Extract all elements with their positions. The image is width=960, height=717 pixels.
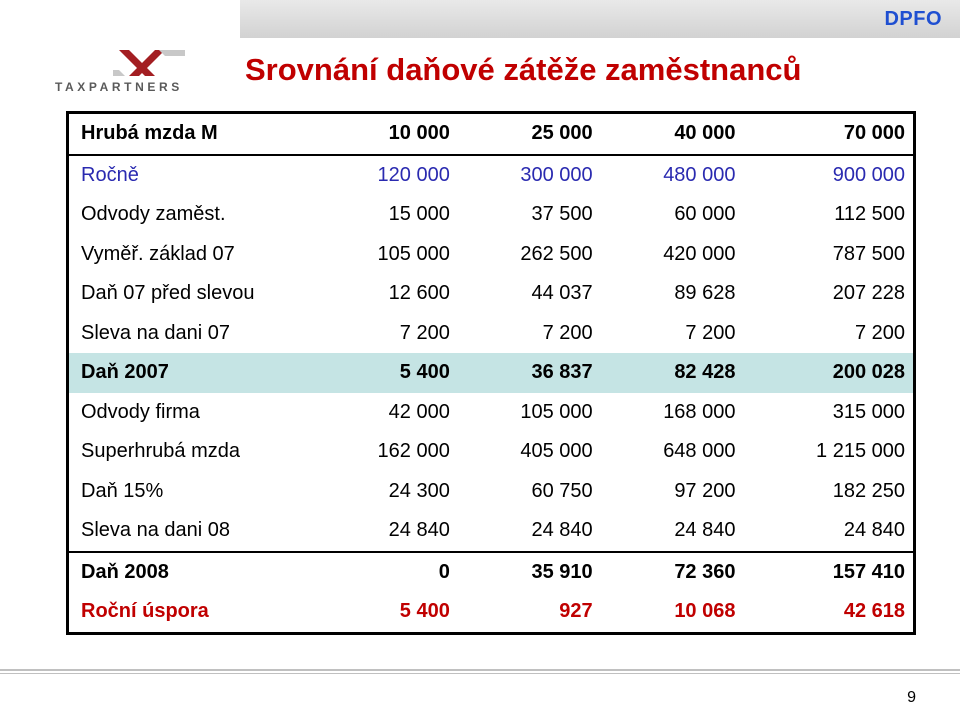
table-cell: 420 000 <box>663 242 736 265</box>
row-label: Daň 07 před slevou <box>81 282 255 305</box>
table-cell: 900 000 <box>832 163 905 186</box>
table-cell: 112 500 <box>834 203 905 226</box>
table-cell: 648 000 <box>663 440 736 463</box>
table-cell: 42 000 <box>388 400 450 423</box>
table-cell: 36 837 <box>458 353 601 393</box>
table-cell: 5 400 <box>399 600 450 623</box>
table-cell: 35 910 <box>458 552 601 593</box>
table-cell: 300 000 <box>520 163 593 186</box>
table-cell: 82 428 <box>601 353 744 393</box>
table-row-rocne <box>68 155 915 196</box>
table-row-sleva-07 <box>68 314 915 354</box>
row-label: Superhrubá mzda <box>81 440 240 463</box>
row-label: Sleva na dani 07 <box>81 321 231 344</box>
section-tag: DPFO <box>884 8 942 30</box>
table-cell: 60 750 <box>531 479 593 502</box>
row-label: Daň 15% <box>81 479 164 502</box>
table-cell: 207 228 <box>832 282 905 305</box>
table-cell: 787 500 <box>832 242 905 265</box>
table-cell: 44 037 <box>531 282 593 305</box>
table-cell: 315 000 <box>832 400 905 423</box>
table-cell: 10 068 <box>674 600 736 623</box>
table-row-dan-2008 <box>68 552 915 593</box>
table-cell: 262 500 <box>520 242 593 265</box>
table-row-dan-2007 <box>68 353 915 393</box>
table-row-rocni-uspora <box>68 592 915 633</box>
logo-mark-icon <box>55 48 190 78</box>
table-cell: 1 215 000 <box>816 440 905 463</box>
table-cell: 200 028 <box>743 353 914 393</box>
table-row-odvody-firma <box>68 393 915 433</box>
table-cell: 15 000 <box>388 203 450 226</box>
table-cell: 97 200 <box>674 479 736 502</box>
table-cell: 60 000 <box>674 203 736 226</box>
table-row-hruba-mzda <box>68 113 915 155</box>
table-cell: 105 000 <box>520 400 593 423</box>
table-cell: 162 000 <box>377 440 450 463</box>
footer-divider-thin <box>0 673 960 674</box>
page-number: 9 <box>907 689 916 706</box>
table-cell: 182 250 <box>832 479 905 502</box>
table-cell: 168 000 <box>663 400 736 423</box>
table-cell: 7 200 <box>542 321 593 344</box>
tax-comparison-table <box>66 111 916 635</box>
row-label: Odvody zaměst. <box>81 203 226 226</box>
row-label: Ročně <box>81 163 139 186</box>
table-cell: 0 <box>315 552 458 593</box>
taxpartners-logo <box>55 48 190 94</box>
row-label: Daň 2008 <box>68 552 316 593</box>
table-cell: 7 200 <box>685 321 736 344</box>
row-label: Roční úspora <box>81 600 209 623</box>
table-cell: 12 600 <box>388 282 450 305</box>
table-cell: 25 000 <box>458 113 601 155</box>
table-cell: 480 000 <box>663 163 736 186</box>
table-cell: 24 300 <box>388 479 450 502</box>
top-bar <box>240 0 960 38</box>
table-cell: 7 200 <box>399 321 450 344</box>
row-label: Sleva na dani 08 <box>81 519 231 542</box>
table-cell: 24 840 <box>388 519 450 542</box>
row-label: Hrubá mzda M <box>68 113 316 155</box>
table-row-vymer-zaklad <box>68 235 915 275</box>
table-cell: 24 840 <box>531 519 593 542</box>
table-cell: 42 618 <box>843 600 905 623</box>
table-cell: 24 840 <box>843 519 905 542</box>
table-cell: 89 628 <box>674 282 736 305</box>
table-cell: 24 840 <box>674 519 736 542</box>
logo-wordmark: TAXPARTNERS <box>55 80 183 94</box>
row-label: Odvody firma <box>81 400 200 423</box>
table-cell: 5 400 <box>315 353 458 393</box>
slide-title: Srovnání daňové zátěže zaměstnanců <box>245 52 802 87</box>
footer-divider <box>0 669 960 671</box>
table-row-dan-07-pred-slevou <box>68 274 915 314</box>
table-cell: 120 000 <box>377 163 450 186</box>
table-cell: 7 200 <box>854 321 905 344</box>
table-row-sleva-08 <box>68 511 915 552</box>
table-cell: 72 360 <box>601 552 744 593</box>
table-row-dan-15 <box>68 472 915 512</box>
table-cell: 10 000 <box>315 113 458 155</box>
table-cell: 927 <box>559 600 593 623</box>
table-cell: 40 000 <box>601 113 744 155</box>
row-label: Vyměř. základ 07 <box>81 242 235 265</box>
table-cell: 70 000 <box>743 113 914 155</box>
row-label: Daň 2007 <box>68 353 316 393</box>
table-row-odvody-zamest <box>68 195 915 235</box>
table-cell: 157 410 <box>743 552 914 593</box>
table-cell: 37 500 <box>531 203 593 226</box>
table-cell: 405 000 <box>520 440 593 463</box>
table-cell: 105 000 <box>377 242 450 265</box>
table-row-superhruba-mzda <box>68 432 915 472</box>
